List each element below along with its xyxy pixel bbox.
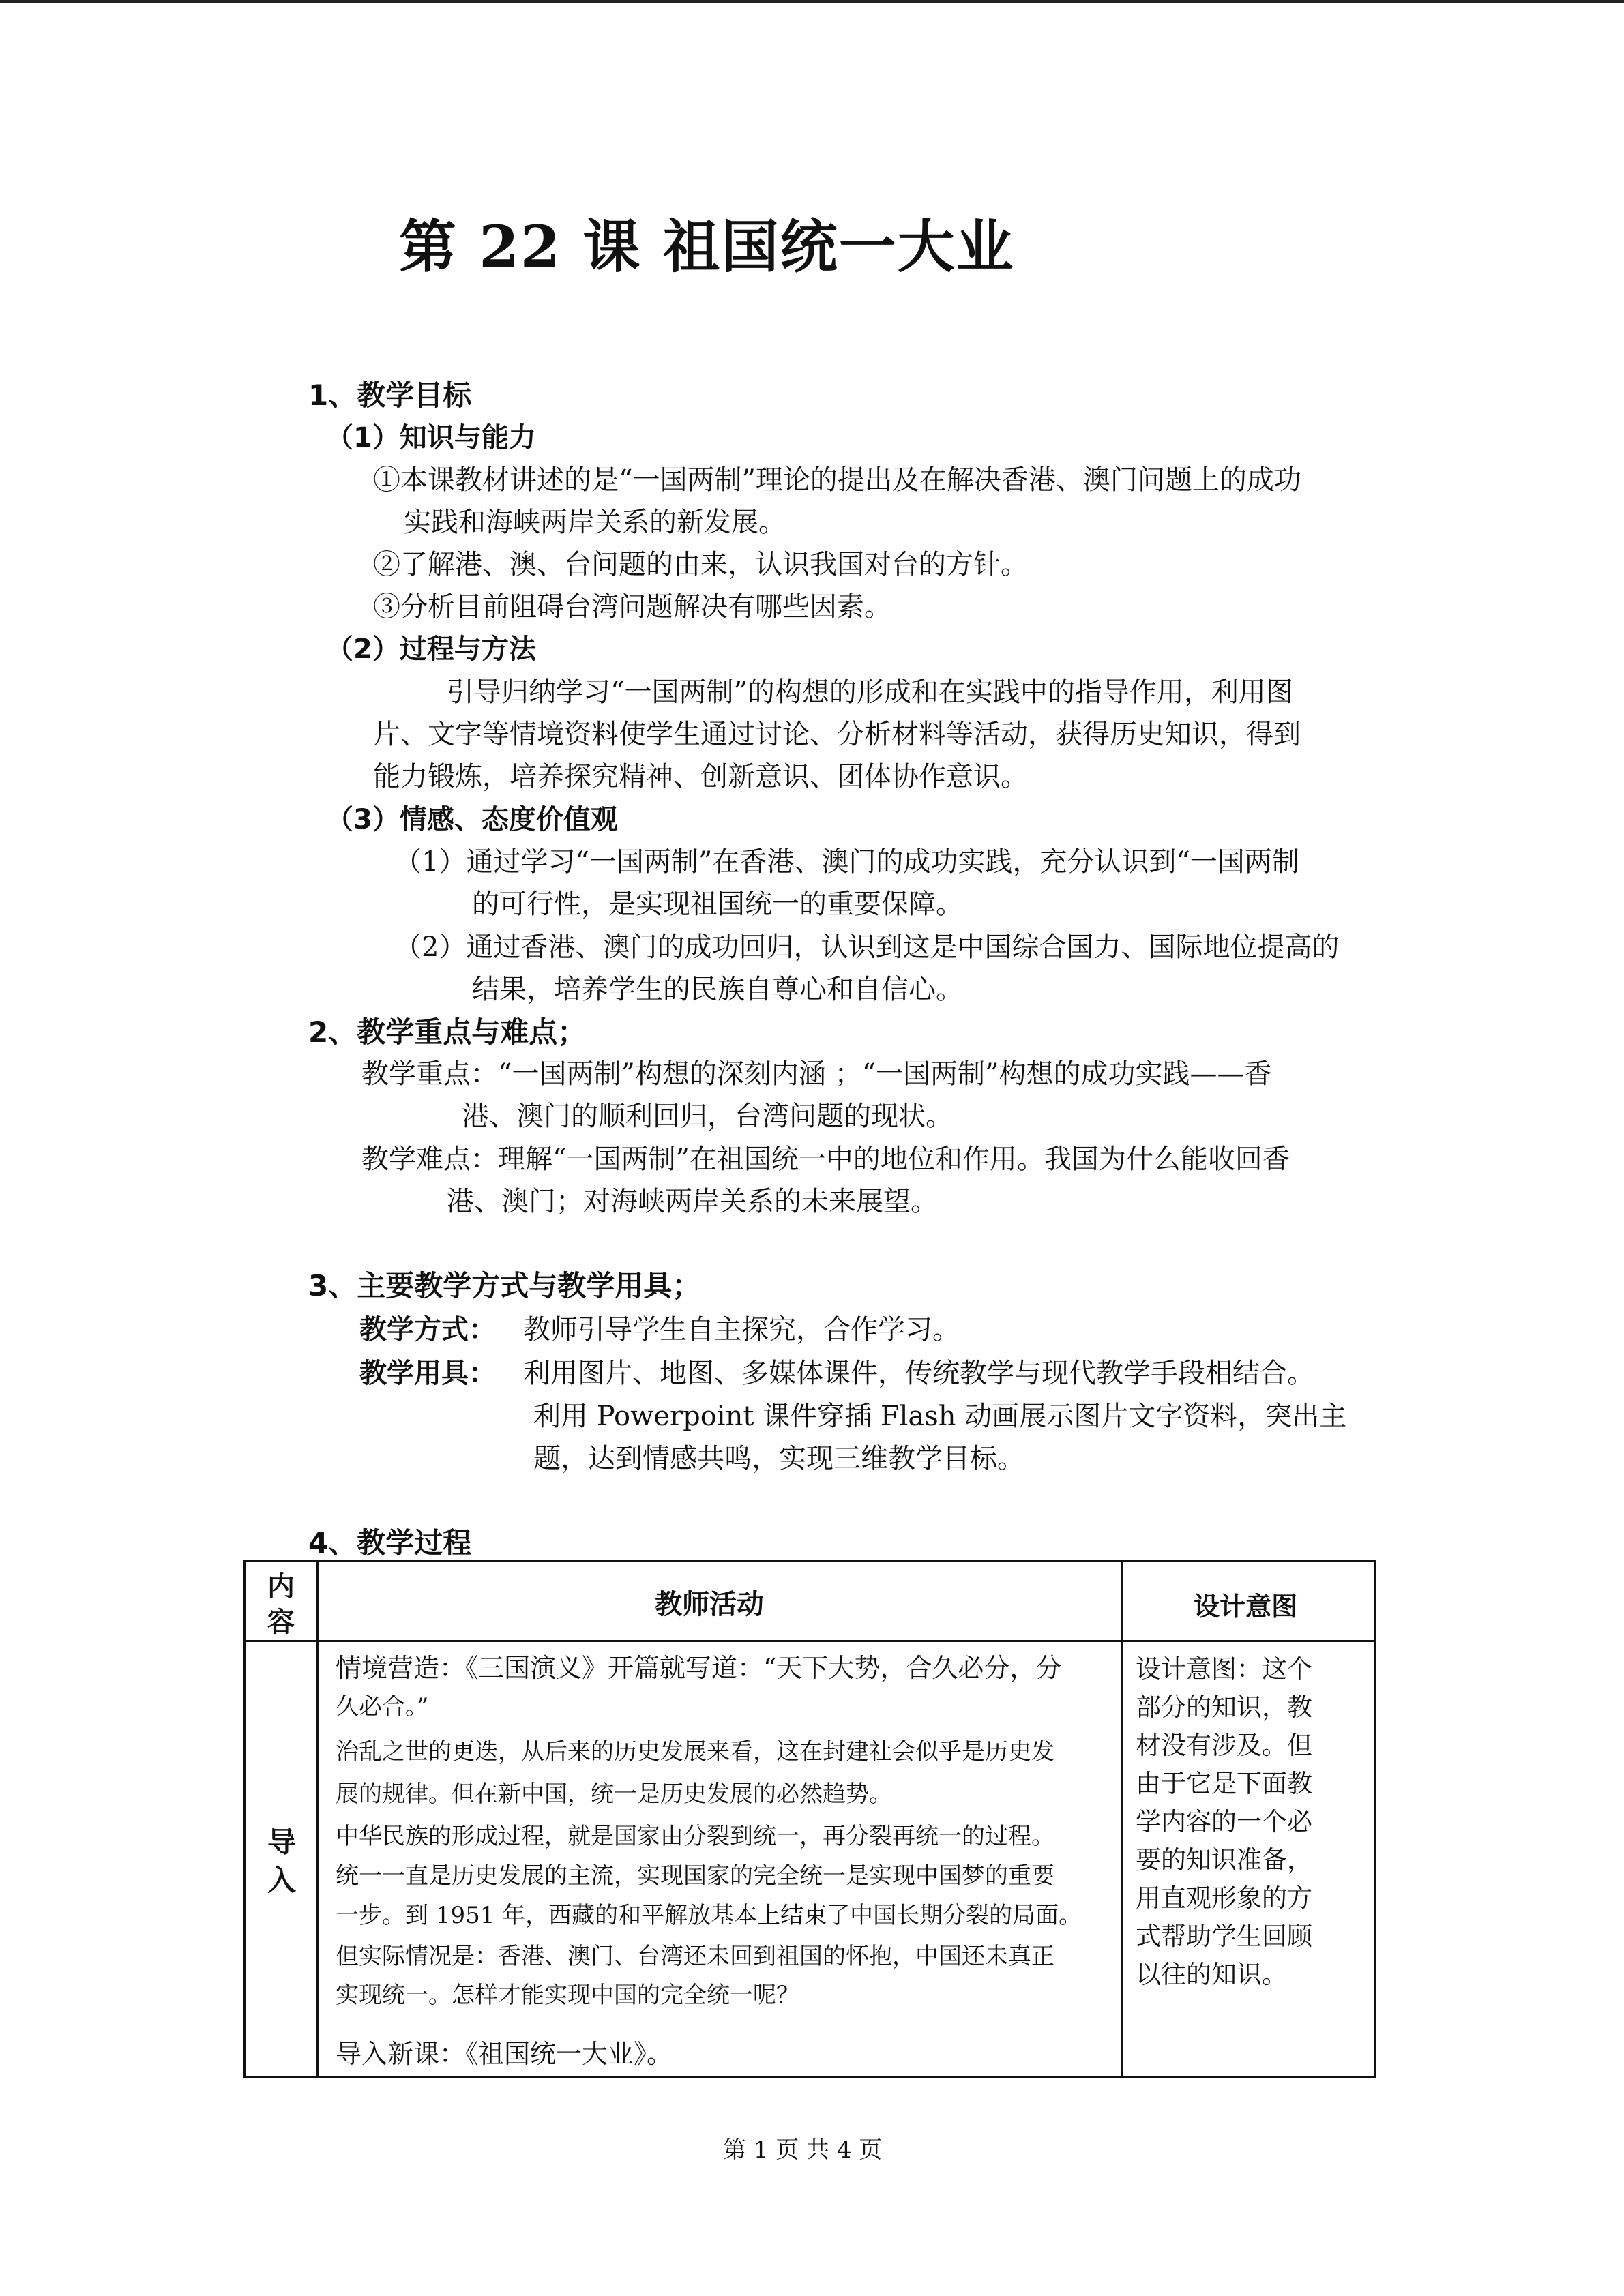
tools-line-2: 利用 Powerpoint 课件穿插 Flash 动画展示图片文字资料，突出主 bbox=[533, 1401, 1347, 1432]
design-line-3: 材没有涉及。但 bbox=[1136, 1731, 1312, 1760]
tools-line-1: 利用图片、地图、多媒体课件，传统教学与现代教学手段相结合。 bbox=[523, 1358, 1314, 1389]
activity-line-9: 实现统一。怎样才能实现中国的完全统一呢？ bbox=[336, 1982, 799, 2009]
activity-line-6: 统一一直是历史发展的主流，实现国家的完全统一是实现中国梦的重要 bbox=[336, 1862, 1054, 1890]
sub-3-item-1-line-2: 的可行性，是实现祖国统一的重要保障。 bbox=[472, 889, 963, 920]
sub-2-line-2: 片、文字等情境资料使学生通过讨论、分析材料等活动，获得历史知识，得到 bbox=[373, 719, 1301, 750]
row-label-top: 导 bbox=[267, 1825, 297, 1859]
page-footer: 第 1 页 共 4 页 bbox=[723, 2136, 883, 2164]
row-label-bottom: 入 bbox=[267, 1864, 297, 1897]
tools-label: 教学用具： bbox=[359, 1358, 496, 1389]
activity-line-3: 治乱之世的更迭，从后来的历史发展来看，这在封建社会似乎是历史发 bbox=[336, 1738, 1054, 1765]
page-title: 第 22 课 祖国统一大业 bbox=[399, 213, 1015, 280]
sub-3-item-1-line-1: （1）通过学习“一国两制”在香港、澳门的成功实践，充分认识到“一国两制 bbox=[394, 846, 1299, 878]
sub-1-item-2: ②了解港、澳、台问题的由来，认识我国对台的方针。 bbox=[373, 549, 1028, 580]
design-line-2: 部分的知识，教 bbox=[1136, 1693, 1312, 1722]
sub-1-heading: （1）知识与能力 bbox=[326, 422, 536, 453]
design-line-5: 学内容的一个必 bbox=[1136, 1807, 1312, 1836]
section-1-heading: 1、教学目标 bbox=[308, 378, 472, 412]
section-3-heading: 3、主要教学方式与教学用具； bbox=[308, 1269, 701, 1302]
activity-line-2: 久必合。” bbox=[336, 1693, 429, 1720]
sub-3-heading: （3）情感、态度价值观 bbox=[326, 804, 618, 835]
sub-1-item-3: ③分析目前阻碍台湾问题解决有哪些因素。 bbox=[373, 591, 891, 623]
sub-2-heading: （2）过程与方法 bbox=[326, 633, 536, 665]
design-line-4: 由于它是下面教 bbox=[1136, 1769, 1312, 1798]
activity-line-10: 导入新课：《祖国统一大业》。 bbox=[336, 2039, 673, 2069]
tools-line-3: 题，达到情感共鸣，实现三维教学目标。 bbox=[533, 1443, 1024, 1474]
design-line-9: 以往的知识。 bbox=[1136, 1960, 1287, 1989]
method-label: 教学方式： bbox=[359, 1314, 496, 1345]
design-line-1: 设计意图：这个 bbox=[1136, 1654, 1312, 1684]
activity-line-1: 情境营造：《三国演义》开篇就写道：“天下大势，合久必分，分 bbox=[336, 1653, 1062, 1683]
activity-line-7: 一步。到 1951 年，西藏的和平解放基本上结束了中国长期分裂的局面。 bbox=[336, 1902, 1082, 1929]
activity-line-4: 展的规律。但在新中国，统一是历史发展的必然趋势。 bbox=[336, 1780, 892, 1808]
section-2-heading: 2、教学重点与难点； bbox=[308, 1015, 587, 1049]
key-points-line-2: 港、澳门的顺利回归，台湾问题的现状。 bbox=[462, 1101, 953, 1132]
header-content-bottom: 容 bbox=[267, 1607, 295, 1638]
sub-2-line-3: 能力锻炼，培养探究精神、创新意识、团体协作意识。 bbox=[373, 761, 1028, 792]
sub-1-item-1-line-2: 实践和海峡两岸关系的新发展。 bbox=[404, 507, 786, 538]
sub-3-item-2-line-1: （2）通过香港、澳门的成功回归，认识到这是中国综合国力、国际地位提高的 bbox=[394, 931, 1340, 963]
activity-line-8: 但实际情况是：香港、澳门、台湾还未回到祖国的怀抱，中国还未真正 bbox=[336, 1943, 1054, 1970]
header-design-intent: 设计意图 bbox=[1194, 1592, 1298, 1622]
key-points-line-1: 教学重点：“一国两制”构想的深刻内涵 ；“一国两制”构想的成功实践——香 bbox=[361, 1058, 1272, 1090]
section-4-heading: 4、教学过程 bbox=[308, 1526, 472, 1560]
sub-2-line-1: 引导归纳学习“一国两制”的构想的形成和在实践中的指导作用，利用图 bbox=[447, 676, 1293, 708]
method-text: 教师引导学生自主探究，合作学习。 bbox=[523, 1314, 960, 1345]
design-line-6: 要的知识准备， bbox=[1136, 1845, 1312, 1875]
sub-3-item-2-line-2: 结果，培养学生的民族自尊心和自信心。 bbox=[472, 974, 963, 1005]
header-teacher-activity: 教师活动 bbox=[655, 1589, 764, 1620]
difficulty-line-1: 教学难点：理解“一国两制”在祖国统一中的地位和作用。我国为什么能收回香 bbox=[361, 1144, 1290, 1175]
design-line-8: 式帮助学生回顾 bbox=[1136, 1922, 1312, 1951]
design-line-7: 用直观形象的方 bbox=[1136, 1883, 1312, 1913]
difficulty-line-2: 港、澳门；对海峡两岸关系的未来展望。 bbox=[447, 1186, 938, 1217]
activity-line-5: 中华民族的形成过程，就是国家由分裂到统一，再分裂再统一的过程。 bbox=[336, 1823, 1054, 1850]
teaching-process-table bbox=[243, 1560, 1376, 2078]
table-header-divider bbox=[246, 1640, 1374, 1642]
header-content-top: 内 bbox=[267, 1571, 295, 1602]
sub-1-item-1-line-1: ①本课教材讲述的是“一国两制”理论的提出及在解决香港、澳门问题上的成功 bbox=[373, 464, 1301, 496]
top-border bbox=[0, 0, 1624, 3]
